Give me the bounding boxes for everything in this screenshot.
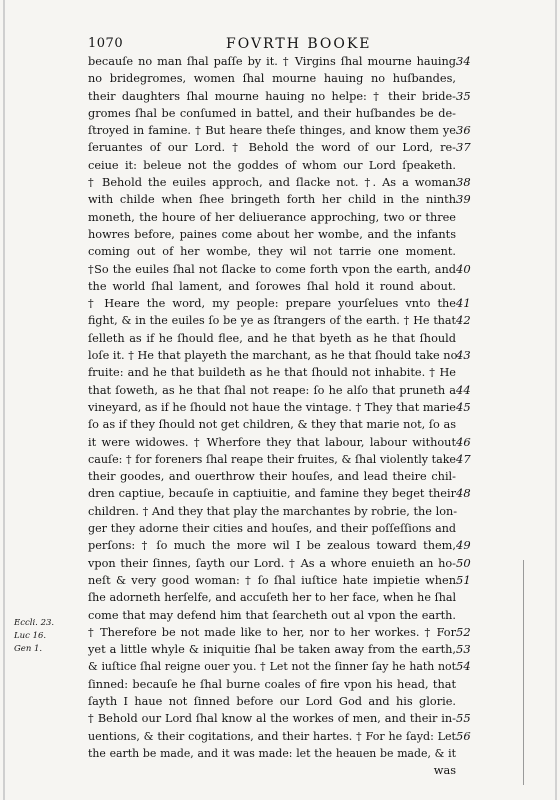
marginal-note: Eccli. 23. xyxy=(14,618,55,628)
marginal-notes xyxy=(14,617,84,656)
verse-number: 38 xyxy=(456,175,471,190)
text-line: the world ſhal lament, and ſorowes ſhal hold it round about. xyxy=(88,279,456,293)
body-text xyxy=(88,53,456,779)
verse-number: 41 xyxy=(456,296,471,311)
verse-number xyxy=(456,503,482,520)
verse-number xyxy=(456,607,482,624)
text-line: gromes ſhal be conſumed in battel, and their huſbandes be de- xyxy=(88,106,456,120)
running-title: FOVRTH BOOKE xyxy=(226,36,372,52)
verse-number: 47 xyxy=(456,451,471,466)
verse-number: 51 xyxy=(456,572,471,587)
text-line: dren captiue, becauſe in captiuitie, and famine they beget their xyxy=(88,487,456,501)
verse-number-column xyxy=(456,53,482,762)
verse-number: 35 xyxy=(456,88,471,103)
verse-number: 46 xyxy=(456,434,471,449)
text-line: cauſe: † for foreners ſhal reape their fruites, & ſhal violently take xyxy=(88,452,456,466)
marginal-note: Gen 1. xyxy=(14,644,43,654)
text-line: children. † And they that play the marchantes by robrie, the lon- xyxy=(88,504,458,518)
text-line: uentions, & their cogitations, and their hartes. † For he ſayd: Let xyxy=(88,729,456,743)
verse-number: 40 xyxy=(456,261,471,276)
verse-number xyxy=(456,416,482,433)
page-edge-right xyxy=(555,0,557,800)
verse-number: 52 xyxy=(456,624,471,639)
text-line: fight, & in the euiles ſo be ye as ſtrangers of the earth. † He that xyxy=(88,314,456,328)
text-line: yet a little whyle & iniquitie ſhal be taken away from the earth, xyxy=(88,643,456,657)
verse-number: 56 xyxy=(456,728,471,743)
verse-number xyxy=(456,364,482,381)
text-line: with childe when ſhee bringeth forth her child in the ninth xyxy=(88,193,456,207)
text-line: neſt & very good woman: † ſo ſhal iuſtice hate impietie when xyxy=(88,573,456,587)
text-line: it were widowes. † Wherfore they that labour, labour without xyxy=(88,435,456,449)
text-line: perſons: † ſo much the more wil I be zealous toward them, xyxy=(88,539,456,553)
verse-number xyxy=(456,157,482,174)
text-line: their daughters ſhal mourne hauing no helpe: † their bride- xyxy=(88,89,456,103)
text-line: ſo as if they ſhould not get children, & they that marie not, ſo as xyxy=(88,418,456,432)
text-line: vpon their ſinnes, ſayth our Lord. † As a whore enuieth an ho- xyxy=(88,556,456,570)
verse-number: 42 xyxy=(456,313,471,328)
verse-number xyxy=(456,589,482,606)
margin-rule xyxy=(523,560,524,785)
verse-number xyxy=(456,693,482,710)
verse-number: 50 xyxy=(456,555,471,570)
verse-number: 37 xyxy=(456,140,471,155)
verse-number xyxy=(456,226,482,243)
verse-number xyxy=(456,468,482,485)
catchword: was xyxy=(433,764,456,778)
verse-number xyxy=(456,105,482,122)
verse-number xyxy=(456,278,482,295)
verse-number: 39 xyxy=(456,192,471,207)
page-number: 1070 xyxy=(88,36,124,51)
text-line: loſe it. † He that playeth the marchant, as he that ſhould take no xyxy=(88,349,458,363)
verse-number: 34 xyxy=(456,54,471,68)
text-line: † Heare the word, my people: prepare yourſelues vnto the xyxy=(88,297,456,311)
text-line: † Therefore be not made like to her, nor to her workes. † For xyxy=(88,625,456,639)
text-line: † Behold the euiles approch, and ſlacke not. †. As a woman xyxy=(88,176,456,190)
verse-number xyxy=(456,70,482,87)
verse-number xyxy=(456,745,482,762)
text-line: ſhe adorneth herſelfe, and accuſeth her to her face, when he ſhal xyxy=(88,591,456,605)
verse-number xyxy=(456,520,482,537)
text-line: howres before, paines come about her wombe, and the infants xyxy=(88,227,456,241)
text-line: ſtroyed in famine. † But heare theſe thinges, and know them ye xyxy=(88,124,456,138)
text-line: becauſe no man ſhal paſſe by it. † Virgins ſhal mourne hauing xyxy=(88,55,456,68)
text-line: †So the euiles ſhal not ſlacke to come forth vpon the earth, and xyxy=(88,262,456,276)
text-line: ſinned: becauſe he ſhal burne coales of fire vpon his head, that xyxy=(88,677,456,691)
text-line: † Behold our Lord ſhal know al the workes of men, and their in- xyxy=(88,712,456,726)
text-line: coming out of her wombe, they wil not tarrie one moment. xyxy=(88,245,456,259)
marginal-note: Luc 16. xyxy=(14,631,47,641)
verse-number: 49 xyxy=(456,538,471,553)
text-line: that ſoweth, as he that ſhal not reape: ſo he alſo that pruneth a xyxy=(88,383,456,397)
verse-number: 43 xyxy=(456,348,471,363)
text-line: & iuſtice ſhal reigne ouer you. † Let not the ſinner ſay he hath not xyxy=(88,660,456,674)
text-line: vineyard, as if he ſhould not haue the vintage. † They that marie xyxy=(88,400,456,414)
text-line: ceiue it: beleue not the goddes of whom our Lord ſpeaketh. xyxy=(88,158,456,172)
text-line: their goodes, and ouerthrow their houſes, and lead theire chil- xyxy=(88,470,456,484)
text-line: fruite: and he that buildeth as he that ſhould not inhabite. † He xyxy=(88,366,456,380)
verse-number: 48 xyxy=(456,486,471,501)
verse-number: 55 xyxy=(456,711,471,726)
running-head xyxy=(88,36,468,54)
verse-number xyxy=(456,209,482,226)
text-line: ſelleth as if he ſhould flee, and he that byeth as he that ſhould xyxy=(88,331,456,345)
verse-number xyxy=(456,330,482,347)
text-line: come that may defend him that ſearcheth out al vpon the earth. xyxy=(88,608,456,622)
verse-number: 44 xyxy=(456,382,471,397)
text-line: the earth be made, and it was made: let the heauen be made, & it xyxy=(88,746,456,760)
text-line: ſayth I haue not ſinned before our Lord God and his glorie. xyxy=(88,694,456,708)
text-line: moneth, the houre of her deliuerance approching, two or three xyxy=(88,210,456,224)
verse-number xyxy=(456,243,482,260)
verse-number: 45 xyxy=(456,399,471,414)
text-line: ſeruantes of our Lord. † Behold the word of our Lord, re- xyxy=(88,141,456,155)
verse-number: 54 xyxy=(456,659,471,674)
page-edge-left xyxy=(3,0,5,800)
verse-number: 36 xyxy=(456,123,471,138)
text-line: ger they adorne their cities and houſes, and their poſſeſſions and xyxy=(88,522,456,536)
verse-number: 53 xyxy=(456,642,471,657)
verse-number xyxy=(456,676,482,693)
text-line: no bridegromes, women ſhal mourne hauing no huſbandes, xyxy=(88,72,456,86)
